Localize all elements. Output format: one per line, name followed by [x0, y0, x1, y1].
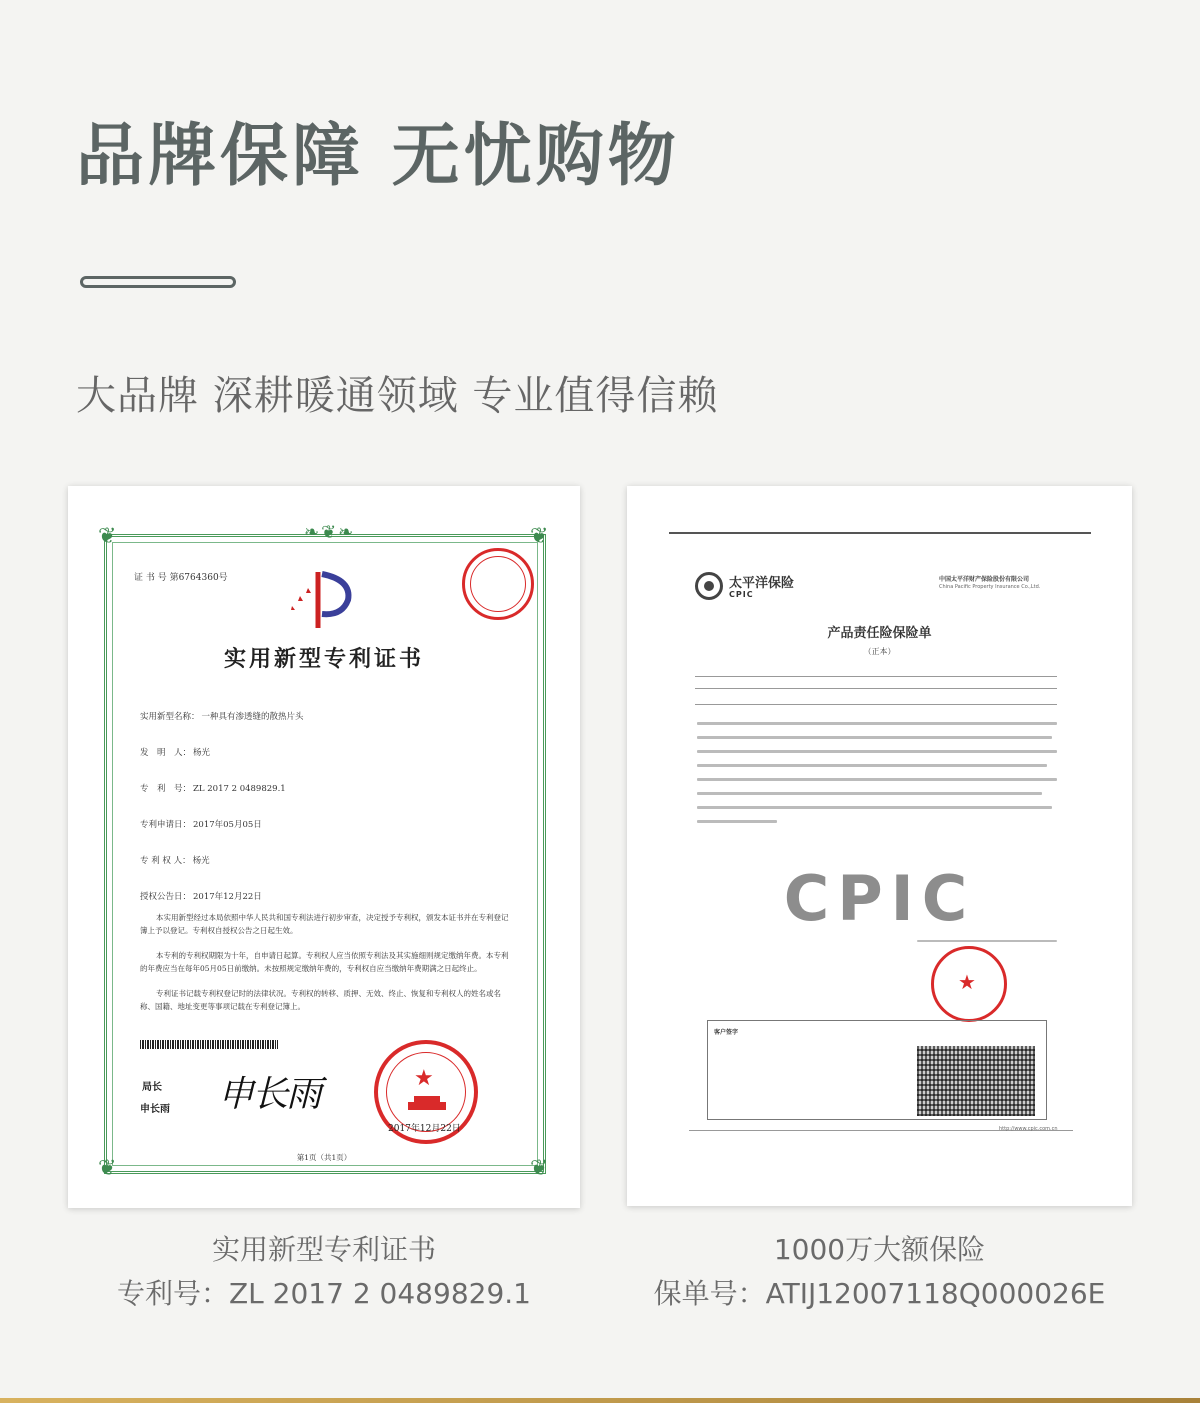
insurer-company-en: China Pacific Property Insurance Co.,Ltd.: [939, 584, 1041, 590]
title-underline: [80, 276, 236, 288]
policy-subtitle: （正本）: [863, 647, 896, 656]
page-subtitle: 大品牌 深耕暖通领域 专业值得信赖: [76, 373, 719, 419]
policy-divider: [695, 676, 1057, 677]
policy-divider: [695, 688, 1057, 689]
insurer-brand-en: CPIC: [729, 590, 754, 599]
certificate-number: 证 书 号 第6764360号: [134, 573, 228, 583]
policy-text-line: [697, 806, 1052, 809]
insurance-caption-number: 保单号：ATIJ12007118Q000026E: [653, 1277, 1106, 1310]
patent-caption-number: 专利号：ZL 2017 2 0489829.1: [117, 1277, 531, 1310]
certificate-paragraph: 本专利的专利权期限为十年，自申请日起算。专利权人应当依照专利法及其实施细则规定缴纳年费。本专利的年费应当在每年05月05日前缴纳。未按照规定缴纳年费的，专利权自应当缴纳年费期满之日起终止。: [140, 951, 509, 973]
signature: 申长雨: [218, 1074, 321, 1115]
policy-text-line: [697, 750, 1057, 753]
policy-title: 产品责任险保险单: [827, 626, 932, 641]
policy-text-line: [697, 764, 1047, 767]
policy-top-rule: [669, 532, 1091, 534]
page-title: 品牌保障 无忧购物: [76, 117, 680, 196]
field-grant-date: 授权公告日： 2017年12月22日: [140, 892, 262, 902]
insurer-website: http://www.cpic.com.cn: [999, 1126, 1058, 1132]
field-patent-number: 专 利 号： ZL 2017 2 0489829.1: [140, 784, 286, 794]
policy-text-line: [697, 778, 1057, 781]
patent-caption: [68, 1228, 580, 1316]
seal-star-icon: ★: [958, 970, 976, 994]
certificate-title: 实用新型专利证书: [223, 646, 424, 672]
corner-ornament-icon: ❦: [98, 1156, 117, 1181]
field-inventor: 发 明 人： 杨光: [140, 748, 211, 758]
policy-text-line: [697, 792, 1042, 795]
policy-text-line: [697, 820, 777, 823]
page-number: 第1页（共1页）: [296, 1153, 352, 1162]
red-seal-inner-ring: [470, 556, 526, 612]
field-utility-name: 实用新型名称： 一种具有渗透缝的散热片头: [140, 712, 304, 722]
field-application-date: 专利申请日： 2017年05月05日: [140, 820, 262, 830]
corner-ornament-icon: ❦: [530, 524, 549, 549]
customer-signature-label: 客户签字: [714, 1029, 739, 1036]
certificate-paragraph: 专利证书记载专利权登记时的法律状况。专利权的转移、质押、无效、终止、恢复和专利权人的姓名或名称、国籍、地址变更等事项记载在专利登记簿上。: [140, 989, 501, 1011]
cpic-watermark: CPIC: [783, 862, 976, 935]
seal-caption-line: [917, 940, 1057, 942]
corner-ornament-icon: ❦: [530, 1156, 549, 1181]
patent-certificate-card[interactable]: [68, 486, 580, 1208]
footer-gold-rule: [0, 1398, 1200, 1403]
insurance-caption-title: 1000万大额保险: [773, 1233, 986, 1266]
seal-emblem-icon: [404, 1092, 450, 1114]
barcode: [140, 1040, 278, 1049]
corner-ornament-icon: ❦: [98, 524, 117, 549]
insurer-brand: 太平洋保险: [729, 576, 795, 591]
patent-office-emblem-icon: [282, 566, 362, 630]
policy-text-line: [697, 722, 1057, 725]
seal-date: 2017年12月22日: [388, 1124, 461, 1134]
seal-star-icon: ★: [414, 1066, 434, 1091]
field-patentee: 专 利 权 人： 杨光: [140, 856, 210, 866]
certificate-paragraph: 本实用新型经过本局依照中华人民共和国专利法进行初步审查，决定授予专利权，颁发本证书并在专利登记簿上予以登记。专利权自授权公告之日起生效。: [140, 913, 509, 935]
patent-caption-title: 实用新型专利证书: [211, 1233, 436, 1266]
signer-name: 申长雨: [140, 1104, 170, 1115]
verification-code-icon: [917, 1046, 1035, 1116]
cpic-logo-icon: [695, 572, 723, 600]
policy-divider: [695, 704, 1057, 705]
signer-role: 局长: [142, 1082, 162, 1093]
policy-text-line: [697, 736, 1052, 739]
insurance-caption: [627, 1228, 1132, 1316]
insurance-policy-card[interactable]: [627, 486, 1132, 1206]
top-ornament-icon: ❧❦❧: [304, 522, 356, 543]
insurer-company: 中国太平洋财产保险股份有限公司: [939, 576, 1030, 583]
